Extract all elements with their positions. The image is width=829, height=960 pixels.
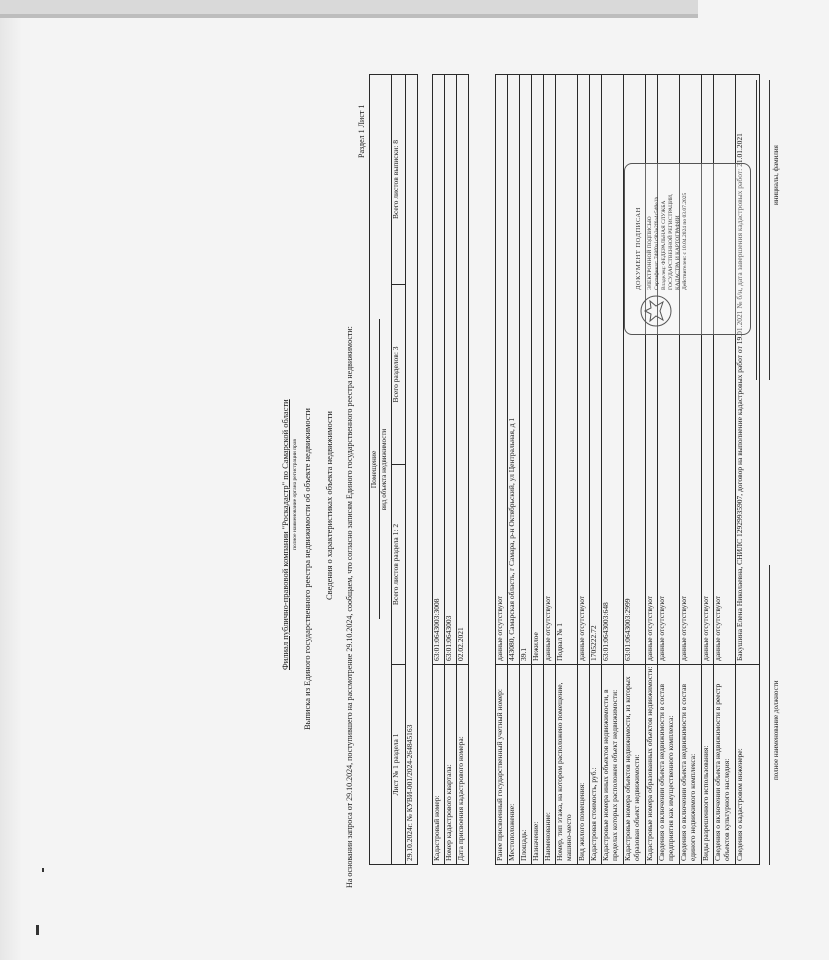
row-value: 443080, Самарская область, г Самара, р-н Октябрьский, ул Центральная, д 1 [508, 75, 520, 665]
row-label: Ранее присвоенный государственный учетный номер: [496, 665, 508, 865]
table-row [556, 75, 578, 865]
stamp-owner-2: ГОСУДАРСТВЕННОЙ РЕГИСТРАЦИИ, [667, 193, 674, 290]
request-basis: На основании запроса от 29.10.2024, поступившего на рассмотрение 29.10.2024, сообщаем, что согласно записям Единого государственного реестра недвижимости: [345, 326, 354, 888]
row-label: Кадастровые номера образованных объектов недвижимости: [646, 665, 658, 865]
stamp-validity: Действителен: с 10.04.2024 по 03.07.2025 [681, 192, 688, 290]
table-row [520, 75, 532, 865]
table-row [496, 75, 508, 865]
object-type: Помещение [369, 450, 378, 489]
sheet-number: Лист № 1 раздела 1 [392, 665, 406, 865]
section-sheets-total: Всего листов раздела 1: 2 [392, 465, 406, 665]
name-caption: инициалы, фамилия [772, 145, 780, 205]
extract-title: Выписка из Единого государственного реестра недвижимости об объекте недвижимости [302, 408, 312, 730]
row-label: Назначение: [532, 665, 544, 865]
table-row [590, 75, 602, 865]
table-row [602, 75, 624, 865]
row-label: Сведения о включении объекта недвижимости в состав предприятия как имущественного комплекса: [658, 665, 680, 865]
scan-mark [42, 868, 44, 872]
row-value: Нежилое [532, 75, 544, 665]
row-label: Кадастровая стоимость, руб.: [590, 665, 602, 865]
stamp-subtitle: ЭЛЕКТРОННОЙ ПОДПИСЬЮ [647, 216, 654, 290]
row-value: данные отсутствуют [646, 75, 658, 665]
row-label: Вид жилого помещения: [578, 665, 590, 865]
table-row [578, 75, 590, 865]
section-title: Сведения о характеристиках объекта недвижимости [324, 411, 334, 600]
signature-area-top [756, 80, 757, 380]
row-label: Кадастровые номера иных объектов недвижимости, в пределах которых расположен объект недвижимости: [602, 665, 624, 865]
header-table [369, 74, 418, 865]
row-label: Сведения о включении объекта недвижимости в состав единого недвижимого комплекса: [680, 665, 702, 865]
eagle-emblem-icon [639, 294, 673, 328]
row-label: Наименование: [544, 665, 556, 865]
stamp-certificate: Сертификат: 7d8f0a1c9b3e2f6a4c5d0e1b [654, 196, 660, 290]
row-label: Дата присвоения кадастрового номера: [457, 665, 469, 865]
agency-caption: полное наименование органа регистрации прав [292, 439, 298, 550]
e-signature-stamp [624, 163, 751, 335]
table-row [457, 75, 469, 865]
position-line [769, 565, 770, 865]
row-value: 63:01:0643003 [445, 75, 457, 665]
extract-sheets-total: Всего листов выписки: 8 [392, 75, 406, 285]
row-value: 63:01:0643003:648 [602, 75, 624, 665]
scan-top-edge-shadow [0, 14, 698, 18]
top-info-table [432, 74, 469, 865]
stamp-title: ДОКУМЕНТ ПОДПИСАН [635, 207, 642, 290]
row-value: данные отсутствуют [496, 75, 508, 665]
row-value: данные отсутствуют [578, 75, 590, 665]
row-value: 02.02.2021 [457, 75, 469, 665]
row-label: Номер кадастрового квартала: [445, 665, 457, 865]
row-label: Кадастровый номер: [433, 665, 445, 865]
row-value: 1705222.72 [590, 75, 602, 665]
extract-sheet [269, 50, 829, 910]
row-value: 63:01:0643003:3008 [433, 75, 445, 665]
table-row [445, 75, 457, 865]
position-caption: полное наименование должности [772, 680, 780, 780]
scan-mark [36, 925, 39, 935]
extract-date-number: 29.10.2024г. № КУВИ-001/2024-264845163 [406, 75, 418, 865]
row-label: Сведения о включении объекта недвижимости в реестр объектов культурного наследия: [714, 665, 736, 865]
stamp-owner: Владелец: ФЕДЕРАЛЬНАЯ СЛУЖБА [660, 200, 667, 290]
row-value: Бакушина Елена Николаевна, СНИЛС 12929935907, договор на выполнение кадастровых работ от 19.01.2021 № б/н, дата завершения кадастровых работ: 21.01.2021 [736, 75, 760, 665]
row-value: данные отсутствуют [544, 75, 556, 665]
sections-total: Всего разделов: 3 [392, 285, 406, 465]
row-label: Площадь: [520, 665, 532, 865]
stamp-owner-3: КАДАСТРА И КАРТОГРАФИИ [674, 215, 681, 290]
row-value: данные отсутствуют [680, 75, 702, 665]
name-line [769, 80, 770, 310]
row-value: данные отсутствуют [702, 75, 714, 665]
row-value: 63:01:0643003:2999 [624, 75, 646, 665]
table-row [544, 75, 556, 865]
scan-left-edge [0, 18, 22, 960]
row-value: 39.1 [520, 75, 532, 665]
row-value: Подвал № 1 [556, 75, 578, 665]
table-row [433, 75, 445, 865]
object-type-cell [370, 75, 392, 865]
section-label: Раздел 1 Лист 1 [357, 104, 366, 158]
agency-name: Филиал публично-правовой компании "Роскадастр" по Самарской области [280, 399, 290, 670]
row-label: Виды разрешенного использования: [702, 665, 714, 865]
row-label: Местоположение: [508, 665, 520, 865]
table-row [532, 75, 544, 865]
row-label: Сведения о кадастровом инженере: [736, 665, 760, 865]
row-label: Кадастровые номера объектов недвижимости, из которых образован объект недвижимости: [624, 665, 646, 865]
object-type-caption: вид объекта недвижимости [379, 320, 388, 620]
row-value: данные отсутствуют [714, 75, 736, 665]
table-row [508, 75, 520, 865]
row-value: данные отсутствуют [658, 75, 680, 665]
row-label: Номер, тип этажа, на котором расположено помещение, машино-место [556, 665, 578, 865]
